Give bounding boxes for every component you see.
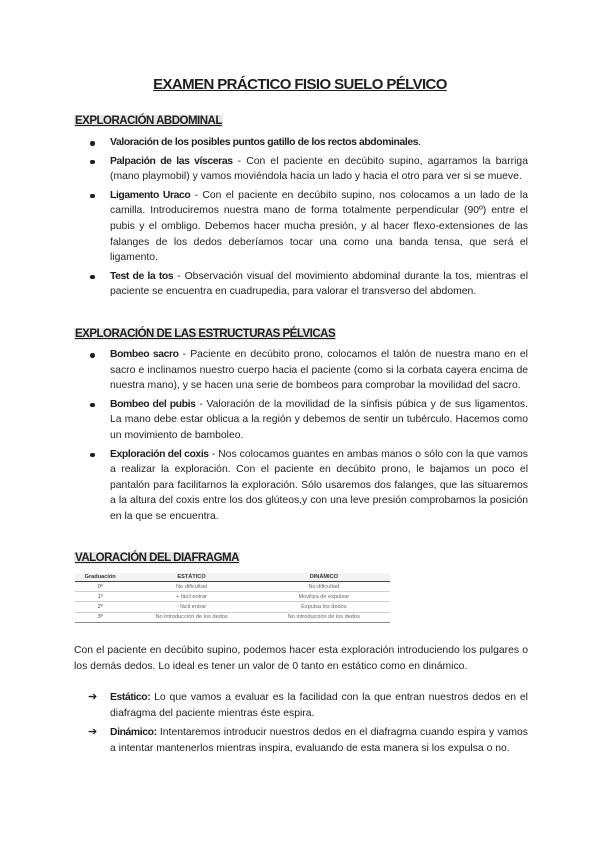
bullet-icon: [90, 403, 95, 408]
bullet-icon: [90, 160, 95, 165]
item-title: Palpación de las vísceras: [110, 155, 233, 167]
item-title: Valoración de los posibles puntos gatillo de los rectos abdominales: [110, 137, 419, 148]
table-cell: Moviliza de expulsar: [258, 592, 390, 602]
document-title-container: [0, 76, 600, 94]
column-header: Graduación: [75, 573, 125, 582]
bullet-icon: [90, 141, 95, 146]
item-text: Lo que vamos a evaluar es la facilidad con la que entran nuestros dedos en el diafragma del paciente mientras éste espira.: [110, 692, 528, 719]
table-row: [75, 612, 390, 622]
list-item: [74, 397, 528, 444]
list-item: [74, 135, 528, 151]
arrow-right-icon: ➔: [88, 691, 98, 703]
bullet-icon: [90, 353, 95, 358]
table-cell: - fácil entrar: [125, 602, 257, 612]
table-cell: No dificultad: [258, 582, 390, 592]
list-diaphragm: [74, 690, 528, 760]
item-text: - Observación visual del movimiento abdominal durante la tos, mientras el paciente se encuentra en cuadrupedia, para valorar el transverso del abdomen.: [110, 270, 528, 298]
heading-abdominal: EXPLORACIÓN ABDOMINAL: [75, 115, 222, 127]
table-header-row: [75, 573, 390, 582]
arrow-right-icon: ➔: [88, 726, 98, 739]
item-title: Exploración del coxis: [110, 448, 209, 460]
heading-diaphragm: VALORACIÓN DEL DIAFRAGMA: [75, 552, 239, 564]
list-item: [74, 188, 528, 266]
item-title: Dinámico:: [110, 727, 157, 739]
item-title: Test de la tos: [110, 270, 174, 282]
item-text: - Con el paciente en decúbito supino, nos colocamos a un lado de la camilla. Introduciremos nuestra mano de forma totalmente perpendicular (90º) entre el pubis y el ombligo. Debemos hacer mucha presión, y al hacer flexo-extensiones de las falanges de los dedos deberíamos tocar una como una banda tensa, que será el ligamento.: [110, 189, 529, 264]
list-item: [74, 690, 528, 721]
table-row: [75, 592, 390, 602]
item-text: - Valoración de la movilidad de la sínfisis púbica y de sus ligamentos. La mano debe estar oblicua a la región y debemos de sentir un tubérculo. Hacemos como un movimiento de bamboleo.: [110, 398, 528, 441]
diaphragm-table: [75, 573, 390, 623]
item-title: Ligamento Uraco: [110, 189, 191, 201]
bullet-icon: [90, 194, 95, 199]
heading-pelvic: EXPLORACIÓN DE LAS ESTRUCTURAS PÉLVICAS: [75, 328, 336, 340]
item-text: - Paciente en decúbito prono, colocamos el talón de nuestra mano en el sacro e inclinamos nuestro cuerpo hacia el paciente (como si la corbata cayera encima de nuestra mano), y se hacen una serie de bombeos para comprobar la movilidad del sacro.: [110, 349, 528, 392]
item-title: Estático:: [110, 692, 151, 703]
table-cell: No introducción de los dedos: [125, 612, 257, 622]
list-item: [74, 447, 528, 525]
table-row: [75, 602, 390, 612]
list-item: [74, 269, 528, 300]
table-cell: No dificultad: [125, 582, 257, 592]
list-item: [74, 347, 528, 394]
item-text: - Nos colocamos guantes en ambas manos o sólo con la que vamos a realizar la exploración. Con el paciente en decúbito prono, le bajamos un poco el pantalón para facilitarnos la exploración. Sólo usaremos dos falanges, que las situaremos a la altura del coxis entre los dos glúteos,y con una leve presión comprobamos la posición en la que se encuentra.: [110, 448, 528, 522]
diaphragm-paragraph: Con el paciente en decúbito supino, podemos hacer esta exploración introduciendo los pulgares o los demás dedos. Lo ideal es tener un valor de 0 tanto en estático como en dinámico.: [74, 645, 528, 672]
column-header: DINÁMICO: [258, 573, 390, 582]
column-header: ESTÁTICO: [125, 573, 257, 582]
list-item: [74, 725, 528, 756]
table-cell: 2º: [75, 602, 125, 612]
table-cell: Expulsa los dedos: [258, 602, 390, 612]
list-item: [74, 154, 528, 185]
table-cell: + fácil entrar: [125, 592, 257, 602]
item-text: Intentaremos introducir nuestros dedos en el diafragma cuando espira y vamos a intentar mantenerlos mientras inspira, evaluando de esta manera si los expulsa o no.: [110, 727, 528, 754]
list-pelvic: [74, 347, 528, 528]
table-row: [75, 582, 390, 592]
item-text: .: [418, 137, 421, 148]
item-title: Bombeo sacro: [110, 349, 179, 360]
table-cell: No introducción de los dedos: [258, 612, 390, 622]
bullet-icon: [90, 275, 95, 280]
list-abdominal: [74, 135, 528, 303]
bullet-icon: [90, 453, 95, 458]
item-text: - Con el paciente en decúbito supino, agarramos la barriga (mano playmobil) y vamos moviéndola hacia un lado y hacia el otro para ver si se mueve.: [110, 155, 528, 183]
table-cell: 3º: [75, 612, 125, 622]
table-cell: 0º: [75, 582, 125, 592]
table-cell: 1º: [75, 592, 125, 602]
item-title: Bombeo del pubis: [110, 398, 196, 410]
document-title: EXAMEN PRÁCTICO FISIO SUELO PÉLVICO: [153, 76, 447, 93]
